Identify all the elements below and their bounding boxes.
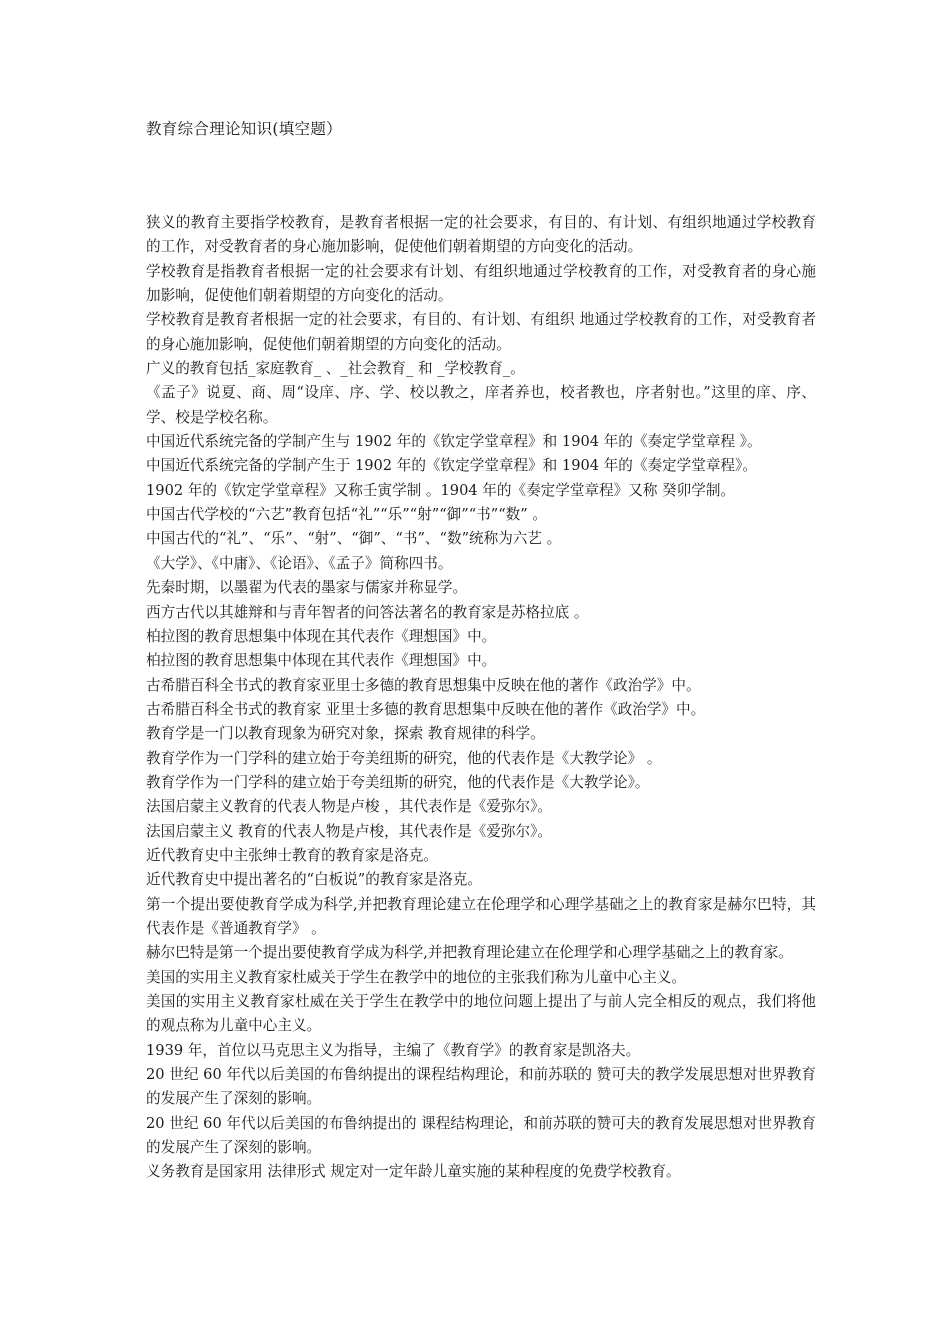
- paragraph: 赫尔巴特是第一个提出要使教育学成为科学,并把教育理论建立在伦理学和心理学基础之上的教育家。: [146, 944, 793, 962]
- paragraph: 法国启蒙主义 教育的代表人物是卢梭，其代表作是《爱弥尔》。: [146, 822, 552, 840]
- paragraph: 第一个提出要使教育学成为科学,并把教育理论建立在伦理学和心理学基础之上的教育家是赫尔巴特，其代表作是《普通教育学》 。: [146, 895, 816, 937]
- paragraph: 美国的实用主义教育家杜威关于学生在教学中的地位的主张我们称为儿童中心主义。: [146, 968, 686, 986]
- paragraph: 学校教育是指教育者根据一定的社会要求有计划、有组织地通过学校教育的工作，对受教育者的身心施加影响，促使他们朝着期望的方向变化的活动。: [146, 262, 816, 305]
- paragraph: 古希腊百科全书式的教育家亚里士多德的教育思想集中反映在他的著作《政治学》中。: [146, 676, 701, 694]
- paragraph: 广义的教育包括_家庭教育_ 、_社会教育_ 和 _学校教育_。: [146, 360, 525, 378]
- paragraph: 《大学》、《中庸》、《论语》、《孟子》简称四书。: [146, 554, 453, 572]
- paragraph: 先秦时期，以墨翟为代表的墨家与儒家并称显学。: [146, 579, 468, 597]
- paragraph: 柏拉图的教育思想集中体现在其代表作《理想国》中。: [146, 627, 497, 645]
- paragraph: 中国古代的“礼”、“乐”、“射”、“御”、“书”、“数”统称为六艺 。: [146, 530, 562, 548]
- paragraph: 古希腊百科全书式的教育家 亚里士多德的教育思想集中反映在他的著作《政治学》中。: [146, 700, 706, 718]
- document-body: [146, 211, 816, 1185]
- paragraph: 法国启蒙主义教育的代表人物是卢梭 ，其代表作是《爱弥尔》。: [146, 798, 552, 816]
- paragraph: 西方古代以其雄辩和与青年智者的问答法著名的教育家是苏格拉底 。: [146, 603, 589, 621]
- paragraph: 近代教育史中主张绅士教育的教育家是洛克。: [146, 846, 438, 864]
- paragraph: 美国的实用主义教育家杜威在关于学生在教学中的地位问题上提出了与前人完全相反的观点，我们将他的观点称为儿童中心主义。: [146, 993, 816, 1035]
- paragraph: 教育学是一门以教育现象为研究对象，探索 教育规律的科学。: [146, 725, 545, 743]
- paragraph: 近代教育史中提出著名的“白板说”的教育家是洛克。: [146, 871, 482, 889]
- paragraph: 教育学作为一门学科的建立始于夸美纽斯的研究，他的代表作是《大教学论》。: [146, 773, 650, 791]
- paragraph: 狭义的教育主要指学校教育，是教育者根据一定的社会要求，有目的、有计划、有组织地通过学校教育的工作，对受教育者的身心施加影响，促使他们朝着期望的方向变化的活动。: [146, 214, 816, 256]
- paragraph: 中国近代系统完备的学制产生与 1902 年的《钦定学堂章程》和 1904 年的《奏定学堂章程 》。: [146, 433, 762, 451]
- paragraph: 20 世纪 60 年代以后美国的布鲁纳提出的 课程结构理论，和前苏联的赞可夫的教育发展思想对世界教育的发展产生了深刻的影响。: [146, 1114, 816, 1157]
- paragraph: 20 世纪 60 年代以后美国的布鲁纳提出的课程结构理论，和前苏联的 赞可夫的教学发展思想对世界教育的发展产生了深刻的影响。: [146, 1066, 816, 1108]
- paragraph: 1939 年，首位以马克思主义为指导，主编了《教育学》的教育家是凯洛夫。: [146, 1041, 641, 1059]
- paragraph: 柏拉图的教育思想集中体现在其代表作《理想国》中。: [146, 652, 497, 670]
- paragraph: 教育学作为一门学科的建立始于夸美纽斯的研究，他的代表作是《大教学论》 。: [146, 749, 662, 767]
- document-title: 教育综合理论知识(填空题）: [146, 120, 342, 138]
- paragraph: 1902 年的《钦定学堂章程》又称壬寅学制 。1904 年的《奏定学堂章程》又称 癸卯学制。: [146, 481, 736, 499]
- paragraph: 学校教育是教育者根据一定的社会要求，有目的、有计划、有组织 地通过学校教育的工作，对受教育者的身心施加影响，促使他们朝着期望的方向变化的活动。: [146, 311, 816, 353]
- paragraph: 《孟子》说夏、商、周“设庠、序、学、校以教之，庠者养也，校者教也，序者射也。”这里的庠、序、学、校是学校名称。: [146, 384, 816, 426]
- paragraph: 义务教育是国家用 法律形式 规定对一定年龄儿童实施的某种程度的免费学校教育。: [146, 1163, 681, 1181]
- paragraph: 中国古代学校的“六艺”教育包括“礼”“乐”“射”“御”“书”“数” 。: [146, 506, 547, 524]
- paragraph: 中国近代系统完备的学制产生于 1902 年的《钦定学堂章程》和 1904 年的《奏定学堂章程》。: [146, 457, 757, 475]
